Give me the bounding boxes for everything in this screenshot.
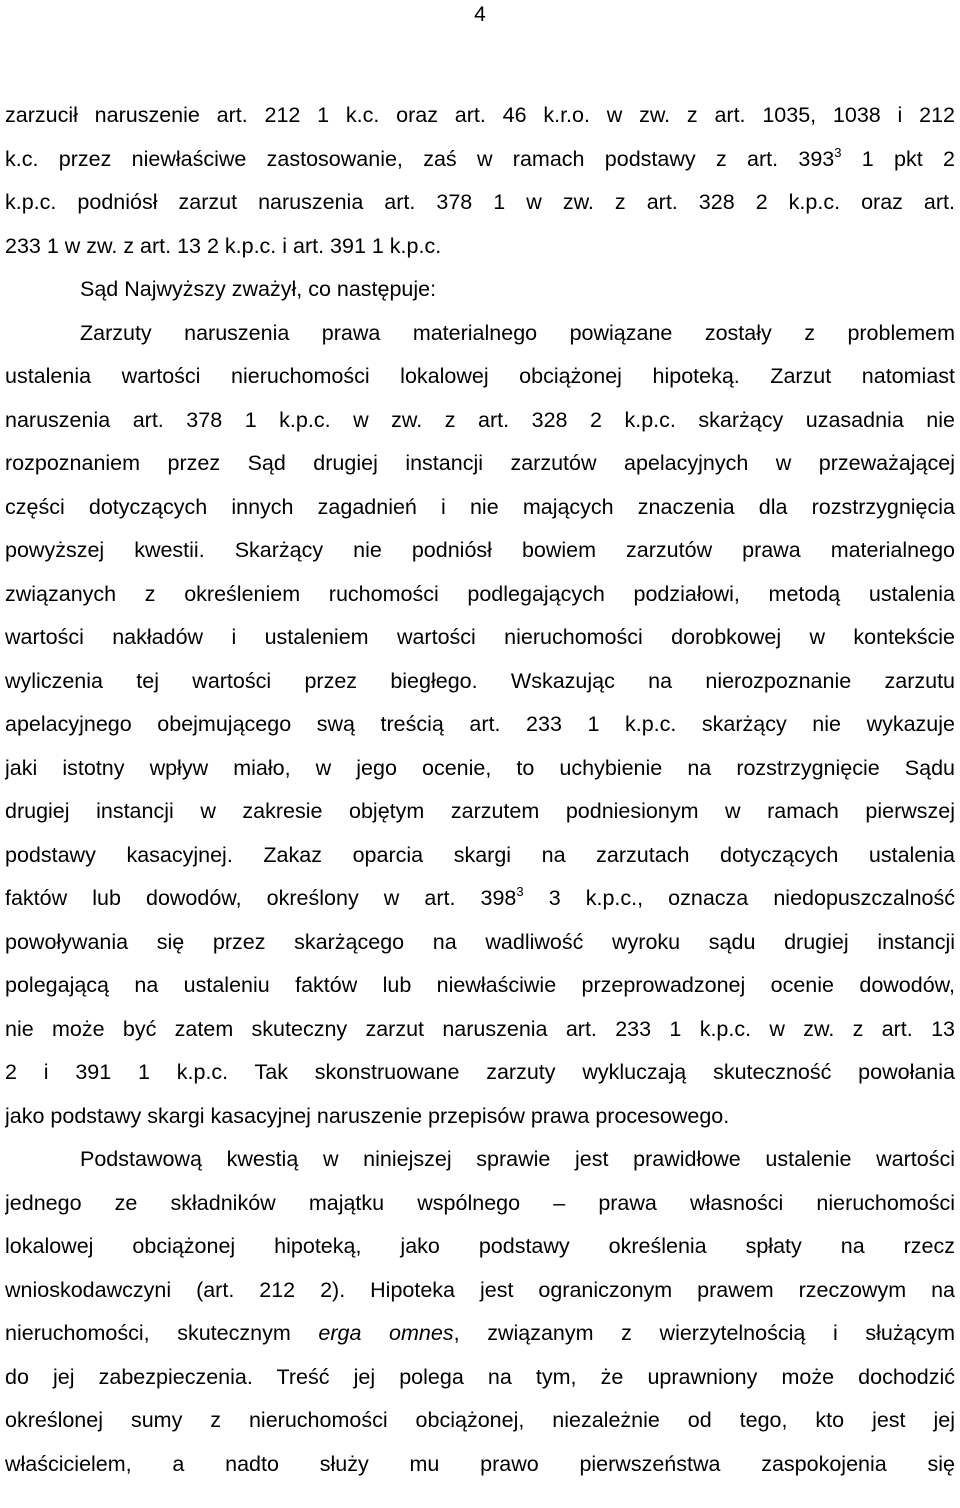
text-line: jednego ze składników majątku wspólnego – prawa własności nieruchomości (5, 1190, 955, 1215)
text-line (5, 877, 955, 921)
text-line: drugiej instancji w zakresie objętym zarzutem podniesionym w ramach pierwszej (5, 799, 955, 823)
text-line: apelacyjnego obejmującego swą treścią art. 233 1 k.p.c. skarżący nie wykazuje (5, 712, 955, 736)
text-line: właścicielem, a nadto służy mu prawo pierwszeństwa zaspokojenia się (5, 1451, 955, 1476)
text-line: lokalowej obciążonej hipoteką, jako podstawy określenia spłaty na rzecz (5, 1234, 955, 1258)
text-line: ustalenia wartości nieruchomości lokalowej obciążonej hipoteką. Zarzut natomiast (5, 364, 955, 388)
page-number: 4 (474, 3, 486, 26)
text-segment: faktów lub dowodów, określony w art. 398 (5, 886, 517, 910)
paragraph-first-line: Zarzuty naruszenia prawa materialnego powiązane zostały z problemem (80, 320, 955, 345)
text-line: powyższej kwestii. Skarżący nie podniósł bowiem zarzutów prawa materialnego (5, 538, 955, 562)
text-line: zarzucił naruszenie art. 212 1 k.c. oraz art. 46 k.r.o. w zw. z art. 1035, 1038 i 212 (5, 103, 955, 127)
text-segment: 1 pkt 2 (841, 146, 955, 171)
text-line: 2 i 391 1 k.p.c. Tak skonstruowane zarzuty wykluczają skuteczność powołania (5, 1060, 955, 1084)
text-line: związanych z określeniem ruchomości podlegających podziałowi, metodą ustalenia (5, 581, 955, 606)
text-line: określonej sumy z nieruchomości obciążonej, niezależnie od tego, kto jest jej (5, 1408, 955, 1432)
text-line: części dotyczących innych zagadnień i nie mających znaczenia dla rozstrzygnięcia (5, 494, 955, 519)
emphasis: erga omnes (318, 1321, 454, 1345)
paragraph-first-line: Podstawową kwestią w niniejszej sprawie jest prawidłowe ustalenie wartości (80, 1147, 955, 1171)
text-segment: k.c. przez niewłaściwe zastosowanie, zaś w ramach podstawy z art. 393 (5, 146, 835, 171)
text-line: powoływania się przez skarżącego na wadliwość wyroku sądu drugiej instancji (5, 929, 955, 954)
text-segment: nieruchomości, skutecznym (5, 1321, 319, 1345)
text-line: jaki istotny wpływ miało, w jego ocenie, to uchybienie na rozstrzygnięcie Sądu (5, 755, 955, 780)
text-line: 233 1 w zw. z art. 13 2 k.p.c. i art. 391 1 k.p.c. (5, 233, 442, 258)
text-line: wnioskodawczyni (art. 212 2). Hipoteka jest ograniczonym prawem rzeczowym na (5, 1277, 955, 1302)
text-line: k.p.c. podniósł zarzut naruszenia art. 378 1 w zw. z art. 328 2 k.p.c. oraz art. (5, 190, 955, 214)
text-line: polegającą na ustaleniu faktów lub niewłaściwie przeprowadzonej ocenie dowodów, (5, 973, 955, 997)
text-line: nie może być zatem skuteczny zarzut naruszenia art. 233 1 k.p.c. w zw. z art. 13 (5, 1016, 955, 1041)
document-body (5, 94, 955, 1486)
text-line: jako podstawy skargi kasacyjnej naruszenie przepisów prawa procesowego. (5, 1103, 730, 1128)
text-segment: , związanym z wierzytelnością i służącym (453, 1321, 955, 1345)
text-line: do jej zabezpieczenia. Treść jej polega na tym, że uprawniony może dochodzić (5, 1364, 955, 1389)
superscript: 3 (834, 144, 842, 160)
text-line (5, 1312, 955, 1356)
text-line: podstawy kasacyjnej. Zakaz oparcia skargi na zarzutach dotyczących ustalenia (5, 842, 955, 867)
text-line: naruszenia art. 378 1 k.p.c. w zw. z art. 328 2 k.p.c. skarżący uzasadnia nie (5, 407, 955, 432)
superscript: 3 (516, 884, 524, 899)
section-heading: Sąd Najwyższy zważył, co następuje: (80, 277, 437, 301)
text-line (5, 138, 955, 182)
text-line: wyliczenia tej wartości przez biegłego. Wskazując na nierozpoznanie zarzutu (5, 668, 955, 693)
text-line: rozpoznaniem przez Sąd drugiej instancji zarzutów apelacyjnych w przeważającej (5, 451, 955, 475)
text-segment: 3 k.p.c., oznacza niedopuszczalność (523, 886, 955, 910)
text-line: wartości nakładów i ustaleniem wartości nieruchomości dorobkowej w kontekście (5, 625, 955, 649)
